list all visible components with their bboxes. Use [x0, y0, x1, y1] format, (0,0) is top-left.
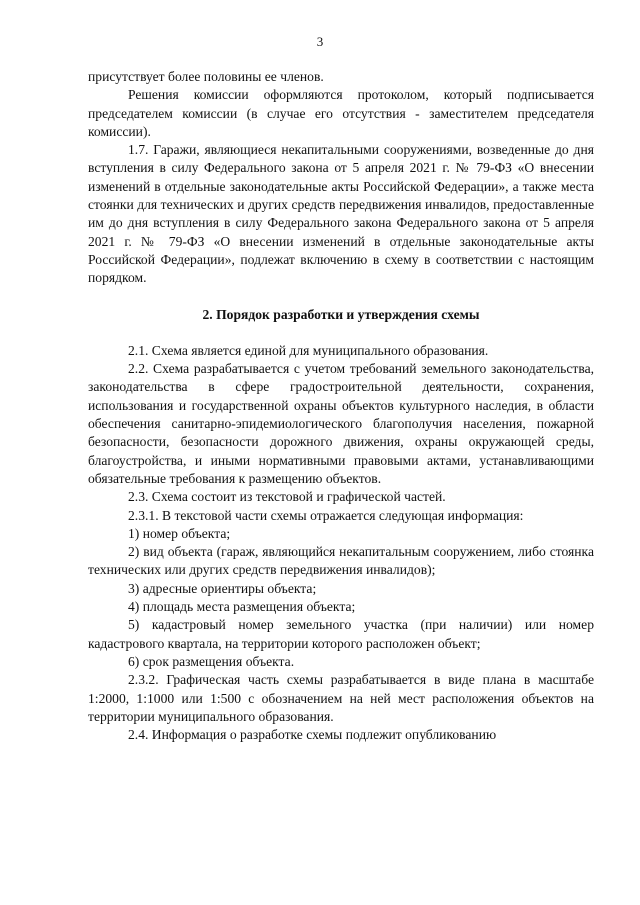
list-item-2: 2) вид объекта (гараж, являющийся некапитальным сооружением, либо стоянка технических или других средств передвижения инвалидов); [88, 544, 594, 578]
paragraph-commission-decisions: Решения комиссии оформляются протоколом, который подписывается председателем комиссии (в случае его отсутствия - заместителем председателя комиссии). [88, 87, 594, 139]
list-item-5: 5) кадастровый номер земельного участка (при наличии) или номер кадастрового квартала, на территории которого расположен объект; [88, 617, 594, 651]
list-item-1: 1) номер объекта; [128, 525, 231, 541]
list-item-6: 6) срок размещения объекта. [128, 653, 295, 669]
paragraph-2-3-1: 2.3.1. В текстовой части схемы отражается следующая информация: [128, 507, 524, 523]
paragraph-2-1: 2.1. Схема является единой для муниципального образования. [128, 342, 489, 358]
paragraph-2-4: 2.4. Информация о разработке схемы подлежит опубликованию [128, 727, 497, 743]
section-heading: 2. Порядок разработки и утверждения схемы [202, 306, 480, 322]
paragraph-2-3-2: 2.3.2. Графическая часть схемы разрабатывается в виде плана в масштабе 1:2000, 1:1000 или 1:500 с обозначением на ней мест расположения объектов на территории муниципального образования. [88, 672, 594, 724]
document-body [88, 68, 594, 744]
paragraph-2-2: 2.2. Схема разрабатывается с учетом требований земельного законодательства, законодательства в сфере градостроительной деятельности, сохранения, использования и государственной охраны объектов культурного наследия, в области обеспечения санитарно-эпидемиологического благополучия населения, пожарной безопасности, безопасности дорожного движения, охраны окружающей среды, благоустройства, и иными нормативными правовыми актами, устанавливающими обязательные требования к размещению объектов. [88, 361, 594, 486]
list-item-3: 3) адресные ориентиры объекта; [128, 580, 317, 596]
paragraph-2-3: 2.3. Схема состоит из текстовой и графической частей. [128, 489, 446, 505]
paragraph-continuation: присутствует более половины ее членов. [88, 69, 324, 84]
paragraph-1-7: 1.7. Гаражи, являющиеся некапитальными сооружениями, возведенные до дня вступления в силу Федерального закона от 5 апреля 2021 г. № 79-ФЗ «О внесении изменений в отдельные законодательные акты Российской Федерации», а также места стоянки для технических и других средств передвижения инвалидов, предоставленные им до дня вступления в силу Федерального закона Федерального закона от 5 апреля 2021 г. № 79-ФЗ «О внесении изменений в отдельные законодательные акты Российской Федерации», подлежат включению в схему в соответствии с настоящим порядком. [88, 142, 594, 286]
page-number: 3 [316, 34, 324, 49]
list-item-4: 4) площадь места размещения объекта; [128, 599, 356, 615]
